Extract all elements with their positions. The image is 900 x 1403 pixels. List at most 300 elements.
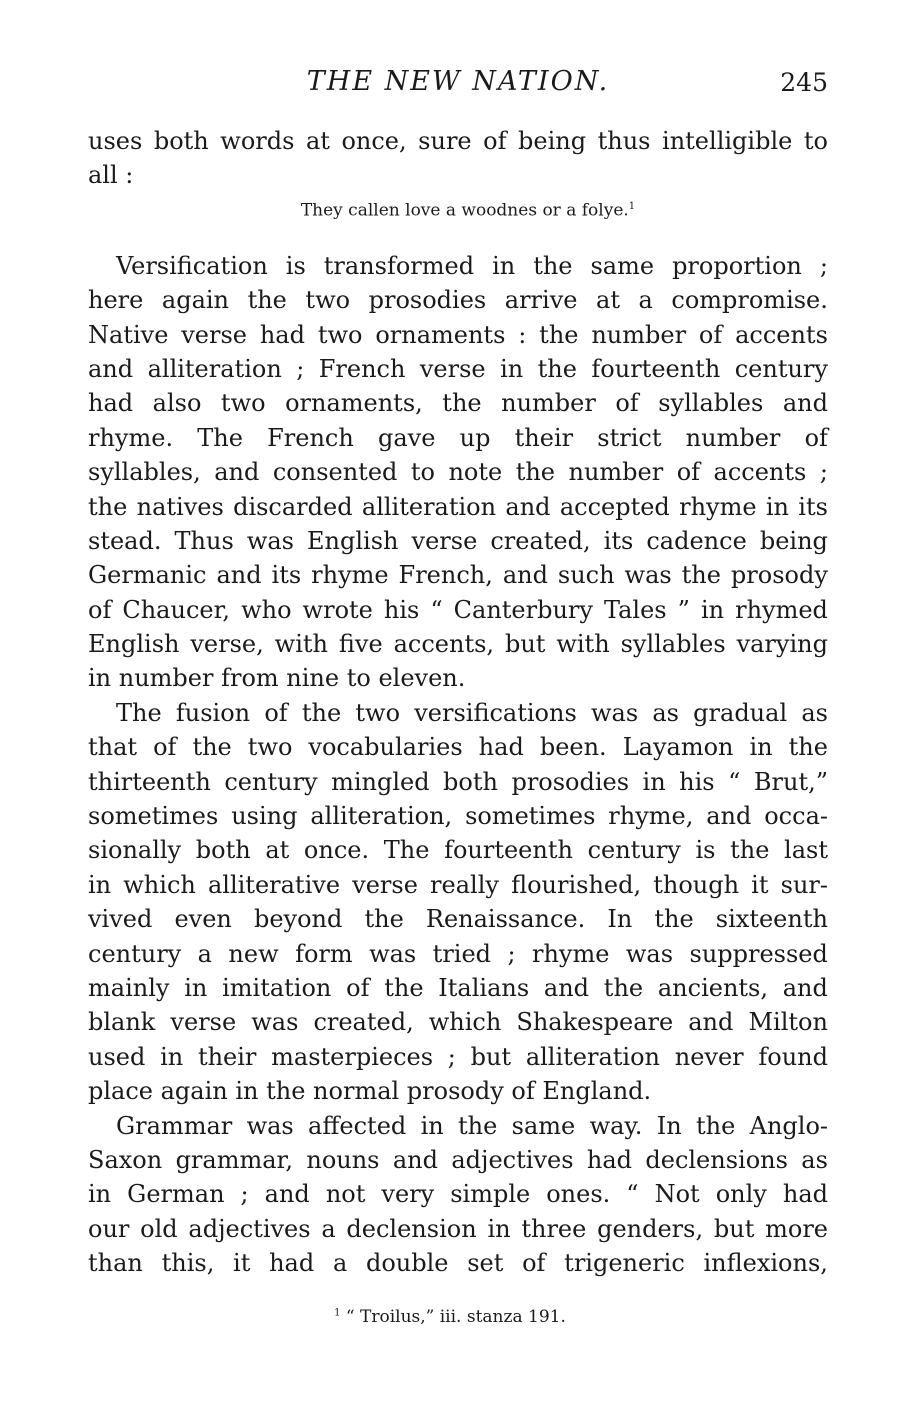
text-line — [88, 283, 828, 317]
text-line — [88, 352, 828, 386]
word: number — [568, 458, 664, 487]
word: had — [269, 1249, 315, 1278]
word: verse — [411, 526, 478, 555]
word: its — [798, 492, 828, 521]
word: tried — [432, 939, 492, 968]
word: of — [698, 320, 723, 349]
word: their — [514, 423, 574, 452]
word: only — [715, 1180, 767, 1209]
word: set — [467, 1249, 504, 1278]
word: verse — [419, 354, 486, 383]
word: prosodies — [368, 286, 487, 315]
word: verse, — [190, 630, 264, 659]
word: of — [804, 423, 828, 452]
word: gave — [378, 423, 436, 452]
word: in — [500, 354, 524, 383]
word: both — [195, 836, 251, 865]
word: the — [695, 1111, 736, 1140]
word: in — [642, 767, 666, 796]
footnote-marker: 1 — [334, 1307, 341, 1319]
word: two — [317, 320, 363, 349]
word: the — [603, 973, 644, 1002]
word: verse — [170, 1008, 237, 1037]
word: verse — [352, 870, 418, 899]
word: the — [247, 286, 287, 315]
word: very — [381, 1180, 435, 1209]
word: and — [543, 973, 590, 1002]
word: such — [557, 561, 615, 590]
word: wrote — [302, 595, 373, 624]
word: the — [533, 251, 573, 280]
word: of — [346, 973, 370, 1002]
word: form — [295, 939, 353, 968]
word: that — [88, 733, 138, 762]
text-line — [88, 593, 828, 627]
word: words — [220, 127, 295, 155]
word: century — [587, 836, 681, 865]
word: a — [638, 286, 653, 315]
word: at — [265, 836, 290, 865]
word: affected — [308, 1111, 407, 1140]
word: Layamon — [622, 733, 734, 762]
word: Anglo- — [749, 1111, 828, 1140]
word: thirteenth — [88, 767, 211, 796]
text-line — [88, 627, 828, 661]
word: but — [713, 1214, 755, 1243]
word: had — [782, 1180, 828, 1209]
word: his — [679, 767, 715, 796]
word: more — [765, 1214, 828, 1243]
word: in — [420, 1111, 444, 1140]
word: discarded — [233, 492, 353, 521]
word: as — [801, 1145, 828, 1174]
paragraph-gap — [88, 223, 828, 249]
word: the — [730, 836, 770, 865]
word: and — [706, 802, 752, 831]
verse-quote — [88, 195, 828, 223]
word: way. — [589, 1111, 643, 1140]
word: with — [556, 630, 610, 659]
word: found — [758, 1042, 828, 1071]
word: versifications — [414, 698, 577, 727]
word: ; — [507, 939, 516, 968]
word: the — [537, 354, 577, 383]
word: thus — [597, 127, 651, 155]
word: the — [384, 973, 424, 1002]
text-line — [88, 1246, 828, 1280]
word: also — [152, 389, 202, 418]
word: French, — [398, 561, 493, 590]
word: same — [590, 251, 655, 280]
word: ; — [240, 1180, 249, 1209]
word: syllables — [620, 630, 726, 659]
word: this, — [161, 1249, 215, 1278]
text-line — [88, 1040, 828, 1074]
word: double — [365, 1249, 449, 1278]
word: ones. — [546, 1180, 611, 1209]
word: our — [88, 1214, 130, 1243]
word: prosodies — [511, 767, 630, 796]
word: but — [470, 1042, 512, 1071]
word: rhyme — [532, 939, 610, 968]
word: Thus — [174, 526, 234, 555]
text-line — [88, 1005, 828, 1039]
text-line — [88, 696, 828, 730]
text-line: all : — [88, 161, 134, 190]
text-line — [88, 524, 828, 558]
word: consented — [272, 458, 398, 487]
word: : — [518, 320, 527, 349]
word: prosody — [730, 561, 828, 590]
word: varying — [736, 630, 828, 659]
word: their — [197, 1042, 257, 1071]
text-line — [88, 730, 828, 764]
word: is — [285, 251, 306, 280]
footnote-marker: 1 — [628, 200, 636, 212]
text-line — [88, 455, 828, 489]
word: created, — [313, 1008, 414, 1037]
word: In — [656, 1111, 682, 1140]
word: sur- — [780, 870, 828, 899]
word: adjectives — [188, 1214, 311, 1243]
word: to — [803, 127, 828, 155]
word: created, — [490, 526, 591, 555]
word: once. — [303, 836, 370, 865]
word: it — [233, 1249, 251, 1278]
word: ornaments, — [285, 389, 423, 418]
footnote — [0, 1307, 900, 1327]
word: as — [801, 698, 828, 727]
word: sionally — [88, 836, 182, 865]
running-title: THE NEW NATION. — [306, 66, 610, 97]
word: and — [505, 492, 551, 521]
word: Italians — [438, 973, 530, 1002]
word: its — [271, 561, 302, 590]
word: though — [653, 870, 740, 899]
word: the — [681, 561, 721, 590]
word: trigeneric — [564, 1249, 685, 1278]
word: nouns — [306, 1145, 380, 1174]
word: arrive — [504, 286, 578, 315]
word: masterpieces — [271, 1042, 434, 1071]
word: sixteenth — [715, 905, 828, 934]
word: adjectives — [451, 1145, 574, 1174]
word: genders, — [597, 1214, 704, 1243]
word: syllables — [658, 389, 764, 418]
word: mingled — [331, 767, 430, 796]
word: a — [332, 1249, 348, 1278]
word: in — [765, 492, 789, 521]
text-line — [88, 971, 828, 1005]
word: and — [688, 1008, 734, 1037]
word: had — [259, 320, 305, 349]
text-line — [88, 902, 828, 936]
word: number — [591, 320, 687, 349]
word: English — [88, 630, 180, 659]
word: five — [338, 630, 383, 659]
word: of — [88, 595, 112, 624]
word: both — [443, 767, 498, 796]
word: was — [251, 1008, 299, 1037]
word: had — [586, 1145, 633, 1174]
word: been. — [539, 733, 607, 762]
word: fourteenth — [591, 354, 721, 383]
word: its — [603, 526, 634, 555]
word: and — [782, 973, 828, 1002]
word: gradual — [693, 698, 788, 727]
word: century — [88, 939, 182, 968]
word: is — [695, 836, 716, 865]
body-text — [88, 124, 828, 1281]
word: The — [197, 423, 243, 452]
word: declension — [346, 1214, 477, 1243]
word: in — [88, 1180, 112, 1209]
word: new — [228, 939, 279, 968]
text-line — [88, 1177, 828, 1211]
word: with — [274, 630, 328, 659]
word: suppressed — [689, 939, 828, 968]
word: up — [459, 423, 491, 452]
word: proportion — [672, 251, 802, 280]
word: “ — [728, 767, 741, 796]
page-number: 245 — [780, 68, 828, 97]
word: at — [596, 286, 620, 315]
word: of — [676, 458, 701, 487]
word: The — [116, 698, 162, 727]
word: blank — [88, 1008, 156, 1037]
word: The — [383, 836, 430, 865]
word: and — [214, 458, 260, 487]
word: rhymed — [735, 595, 828, 624]
word: flourished, — [511, 870, 642, 899]
word: and — [392, 1145, 438, 1174]
word: sure — [418, 127, 472, 155]
word: stead. — [88, 526, 162, 555]
paragraph — [88, 249, 828, 696]
word: century — [734, 354, 828, 383]
word: being — [759, 526, 828, 555]
word: imitation — [222, 973, 332, 1002]
word: the — [192, 733, 232, 762]
word: same — [511, 1111, 576, 1140]
word: alliteration — [361, 492, 497, 521]
text-line — [88, 386, 828, 420]
word: fusion — [175, 698, 251, 727]
word: the — [654, 905, 694, 934]
word: even — [174, 905, 232, 934]
word: old — [140, 1214, 178, 1243]
word: In — [607, 905, 633, 934]
word: in — [492, 251, 516, 280]
text-line — [88, 558, 828, 592]
word: really — [430, 870, 499, 899]
word: three — [521, 1214, 587, 1243]
word: alliterative — [207, 870, 341, 899]
word: declensions — [645, 1145, 788, 1174]
text-line: in number from nine to eleven. — [88, 664, 466, 693]
text-line — [88, 1212, 828, 1246]
word: Brut,” — [753, 767, 828, 796]
word: sometimes — [465, 802, 596, 831]
word: rhyme — [311, 561, 389, 590]
word: Tales — [603, 595, 667, 624]
word: uses — [88, 127, 143, 155]
word: compromise. — [671, 286, 828, 315]
word: in — [184, 973, 208, 1002]
paragraph — [88, 1109, 828, 1281]
paragraph — [88, 696, 828, 1109]
word: in — [749, 733, 773, 762]
word: cadence — [646, 526, 747, 555]
word: number — [685, 423, 781, 452]
word: was — [624, 561, 672, 590]
word: “ — [430, 595, 443, 624]
word: two — [220, 389, 266, 418]
word: a — [197, 939, 212, 968]
word: Chaucer, — [122, 595, 231, 624]
word: but — [504, 630, 546, 659]
text-line — [88, 1143, 828, 1177]
text-line — [88, 868, 828, 902]
word: than — [88, 1249, 143, 1278]
word: to — [410, 458, 435, 487]
word: of — [153, 733, 177, 762]
word: century — [224, 767, 318, 796]
word: accents — [735, 320, 828, 349]
word: rhyme. — [88, 423, 174, 452]
word: Renaissance. — [425, 905, 586, 934]
text-line — [88, 1109, 828, 1143]
word: Not — [654, 1180, 700, 1209]
word: last — [784, 836, 828, 865]
word: never — [674, 1042, 744, 1071]
word: was — [625, 939, 674, 968]
verse-quote-text: They callen love a woodnes or a folye. — [300, 200, 629, 221]
word: not — [325, 1180, 366, 1209]
word: was — [369, 939, 417, 968]
word: in — [487, 1214, 511, 1243]
word: mainly — [88, 973, 170, 1002]
word: English — [307, 526, 399, 555]
word: Versification — [116, 251, 268, 280]
word: beyond — [253, 905, 343, 934]
word: two — [305, 286, 351, 315]
word: alliteration — [525, 1042, 661, 1071]
word: of — [483, 127, 507, 155]
word: two — [355, 698, 401, 727]
word: inflexions, — [703, 1249, 828, 1278]
word: as — [652, 698, 679, 727]
word: natives — [136, 492, 224, 521]
word: and — [264, 1180, 310, 1209]
word: his — [383, 595, 420, 624]
word: Saxon — [88, 1145, 163, 1174]
word: Milton — [748, 1008, 828, 1037]
word: the — [442, 389, 482, 418]
text-line — [88, 421, 828, 455]
word: ; — [819, 458, 828, 487]
word: accents — [713, 458, 807, 487]
word: and — [88, 354, 134, 383]
word: ; — [447, 1042, 456, 1071]
text-line — [88, 249, 828, 283]
word: was — [246, 1111, 294, 1140]
word: who — [241, 595, 292, 624]
word: fourteenth — [444, 836, 573, 865]
word: in — [88, 870, 112, 899]
word: here — [88, 286, 144, 315]
word: syllables, — [88, 458, 201, 487]
text-line — [88, 765, 828, 799]
word: intelligible — [662, 127, 793, 155]
word: French — [318, 354, 406, 383]
word: was — [246, 526, 294, 555]
footnote-text: “ Troilus,” iii. stanza 191. — [345, 1307, 566, 1327]
word: alliteration, — [310, 802, 453, 831]
word: two — [247, 733, 293, 762]
word: and — [216, 561, 262, 590]
word: which — [428, 1008, 502, 1037]
word: in — [160, 1042, 184, 1071]
word: ” — [677, 595, 690, 624]
word: the — [88, 492, 128, 521]
text-line — [88, 318, 828, 352]
word: French — [267, 423, 354, 452]
word: Canterbury — [453, 595, 593, 624]
word: of — [264, 698, 288, 727]
word: a — [321, 1214, 336, 1243]
word: Germanic — [88, 561, 207, 590]
word: at — [305, 127, 330, 155]
text-line — [88, 833, 828, 867]
word: the — [458, 1111, 498, 1140]
word: accents, — [393, 630, 495, 659]
word: grammar, — [175, 1145, 293, 1174]
word: which — [123, 870, 196, 899]
word: being — [518, 127, 587, 155]
word: “ — [626, 1180, 639, 1209]
word: had — [88, 389, 134, 418]
word: the — [515, 458, 556, 487]
word: using — [231, 802, 298, 831]
page-header — [88, 66, 828, 106]
word: vocabularies — [308, 733, 463, 762]
word: and — [782, 389, 828, 418]
word: note — [448, 458, 503, 487]
word: used — [88, 1042, 146, 1071]
word: simple — [450, 1180, 531, 1209]
word: both — [153, 127, 209, 155]
word: accepted — [559, 492, 670, 521]
word: the — [788, 733, 828, 762]
word: rhyme — [679, 492, 757, 521]
word: ; — [296, 354, 305, 383]
word: the — [539, 320, 579, 349]
word: Shakespeare — [516, 1008, 674, 1037]
word: ancients, — [657, 973, 768, 1002]
word: in — [700, 595, 725, 624]
word: transformed — [323, 251, 475, 280]
word: rhyme, — [608, 802, 694, 831]
word: ; — [819, 251, 828, 280]
word: of — [522, 1249, 546, 1278]
word: the — [301, 698, 342, 727]
word: strict — [597, 423, 662, 452]
word: German — [127, 1180, 225, 1209]
word: verse — [181, 320, 247, 349]
word: and — [502, 561, 548, 590]
word: occa- — [764, 802, 828, 831]
